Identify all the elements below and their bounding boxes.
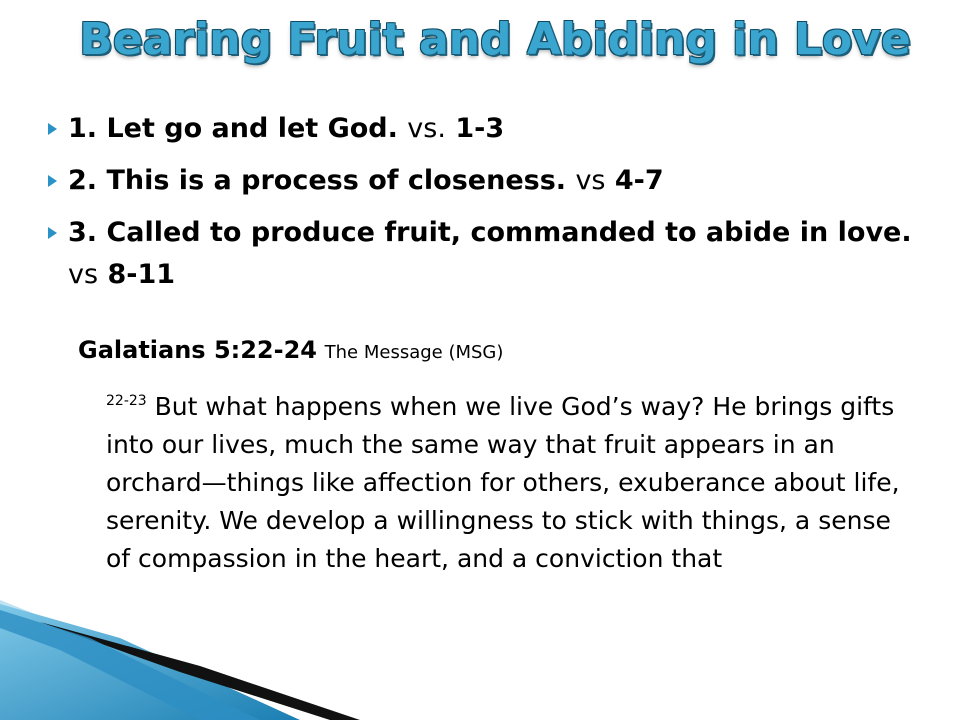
bullet-list: [48, 108, 928, 306]
scripture-reference: [78, 336, 503, 364]
bullet-text: 1. Let go and let God.: [68, 113, 398, 144]
arrow-bullet-icon: [48, 123, 57, 135]
bullet-ref-label: vs: [68, 259, 99, 290]
reference-version: The Message (MSG): [324, 342, 504, 363]
bullet-ref-range: 4-7: [614, 165, 664, 196]
passage-text: But what happens when we live God’s way? He brings gifts into our lives, much the same way that fruit appears in an orchard—things like affection for others, exuberance about life, serenity. We develop a willingness to stick with things, a sense of compassion in the heart, and a conviction that: [106, 392, 900, 573]
bullet-ref-label: vs.: [407, 113, 446, 144]
bullet-ref-range: 1-3: [455, 113, 505, 144]
corner-swoosh-decoration: [0, 580, 380, 720]
bullet-text: 2. This is a process of closeness.: [68, 165, 567, 196]
arrow-bullet-icon: [48, 227, 57, 239]
arrow-bullet-icon: [48, 175, 57, 187]
bullet-text: 3. Called to produce fruit, commanded to abide in love.: [68, 217, 912, 248]
reference-book: Galatians 5:22-24: [78, 336, 317, 364]
bullet-item: [48, 212, 928, 296]
swoosh-blue: [0, 604, 300, 720]
bullet-ref-label: vs: [575, 165, 606, 196]
slide-title: Bearing Fruit and Abiding in Love: [79, 14, 911, 65]
verse-number: 22-23: [106, 393, 147, 409]
scripture-passage: [106, 382, 921, 578]
bullet-item: [48, 108, 928, 150]
bullet-item: [48, 160, 928, 202]
bullet-ref-range: 8-11: [107, 259, 176, 290]
